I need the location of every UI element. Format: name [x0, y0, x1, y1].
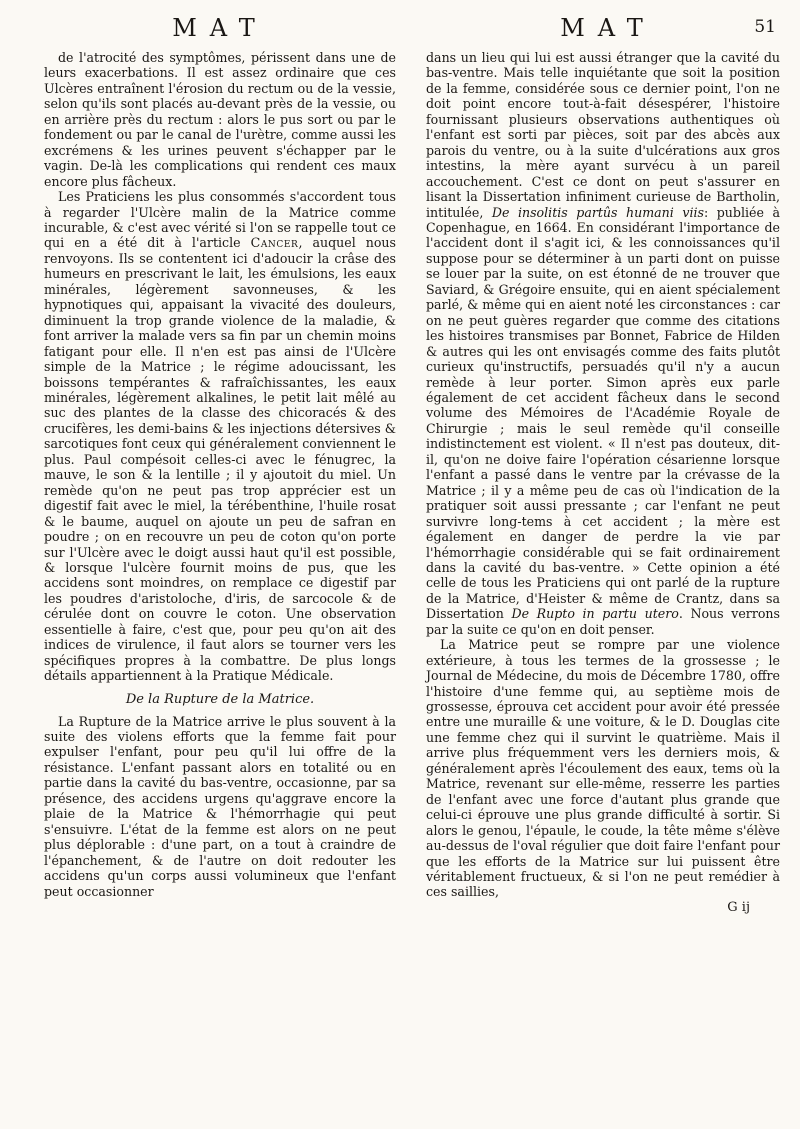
text-run: dans un lieu qui lui est aussi étranger que la cavité du bas-ventre. Mais telle inquiétante que soit la position de la femme, considérée sous ce dernier point, l'on ne doit point encore tout-à-fait désespérer, l'histoire fournissant plusieurs observations authentiques où l'enfant est sorti par pièces, soit par des abcès aux parois du ventre, ou à la suite d'ulcérations aux gros intestins, la mère ayant survécu à un pareil accouchement. C'est ce dont on peut s'assurer en lisant la Dissertation infiniment curieuse de Bartholin, intitulée, — [426, 50, 780, 220]
running-head-left: MAT — [172, 14, 268, 42]
text-run: , auquel nous renvoyons. Ils se contentent ici d'adoucir la crâse des humeurs en prescrivant le lait, les émulsions, les eaux minérales, légèrement savonneuses, & les hypnotiques qui, appaisant la vivacité des douleurs, diminuent la trop grande violence de la maladie, & font arriver la malade vers sa fin par un chemin moins fatigant pour elle. Il n'en est pas ainsi de l'Ulcère simple de la Matrice ; le régime adoucissant, les boissons tempérantes & rafraîchissantes, les eaux minérales, légèrement alkalines, le petit lait mêlé au suc des plantes de la classe des chicoracés & des crucifères, les demi-bains & les injections détersives & sarcotiques font ceux qui généralement conviennent le plus. Paul compésoit celles-ci avec le fénugrec, la mauve, le son & la lentille ; il y ajoutoit du miel. Un remède qu'on ne peut pas trop apprécier est un digestif fait avec le miel, la térébenthine, l'huile rosat & le baume, auquel on ajoute un peu de safran en poudre ; on en recouvre un peu de coton qu'on porte sur l'Ulcère avec le doigt aussi haut qu'il est possible, & lorsque l'ulcère fournit moins de pus, que les accidens sont moindres, on remplace ce digestif par les poudres d'aristoloche, d'iris, de sarcocole & de cérulée dont on couvre le coton. Une observation essentielle à faire, c'est que, pour peu qu'on ait des indices de virulence, il faut alors se tourner vers les spécifiques propres à la combattre. De plus longs détails appartiennent à la Pratique Médicale. — [44, 235, 396, 684]
text-columns — [44, 50, 780, 915]
cross-reference: Cancer — [250, 235, 299, 251]
text-run: Les Praticiens les plus consommés s'accordent tous à regarder l'Ulcère malin de la Matrice comme incurable, & c'est avec vérité si l'on se rappelle tout ce qui en a été dit à l'article — [44, 189, 396, 251]
running-head-right: MAT — [560, 14, 656, 42]
paragraph: de l'atrocité des symptômes, périssent dans une de leurs exacerbations. Il est assez ordinaire que ces Ulcères entraînent l'érosion du rectum ou de la vessie, selon qu'ils sont placés au-devant près de la vessie, ou en arrière près du rectum : alors le pus sort ou par le fondement ou par le canal de l'urètre, comme aussi les excrémens & les urines peuvent s'échapper par le vagin. De-là les complications qui rendent ces maux encore plus fâcheux. — [44, 50, 396, 189]
page-number: 51 — [754, 17, 776, 37]
left-column — [44, 50, 396, 915]
running-header — [44, 14, 780, 50]
text-run: . Nous verrons par la suite ce qu'on en doit penser. — [426, 606, 780, 637]
header-left — [44, 14, 396, 42]
paragraph — [426, 50, 780, 637]
text-run: : publiée à Copenhague, en 1664. En considérant l'importance de l'accident dont il s'agit ici, & les connoissances qu'il suppose pour se déterminer à un parti dont on puisse se louer par la suite, on est étonné de ne trouver que Saviard, & Grégoire ensuite, qui en aient spécialement parlé, & même qui en aient noté les circonstances : car on ne peut guères regarder que comme des citations les histoires transmises par Bonnet, Fabrice de Hilden & autres qui les ont envisagés comme des faits plutôt curieux qu'instructifs, persuadés qu'il n'y a aucun remède à leur porter. Simon après eux parle également de cet accident fâcheux dans le second volume des Mémoires de l'Académie Royale de Chirurgie ; mais le seul remède qu'il conseille indistinctement est violent. « Il n'est pas douteux, dit-il, qu'on ne doive faire l'opération césarienne lorsque l'enfant a passé dans le ventre par la crévasse de la Matrice ; il y a même peu de cas où l'indication de la pratiquer soit aussi pressante ; car l'enfant ne peut survivre long-tems à cet accident ; la mère est également en danger de perdre la vie par l'hémorrhagie considérable qui se fait ordinairement dans la cavité du bas-ventre. » Cette opinion a été celle de tous les Praticiens qui ont parlé de la rupture de la Matrice, d'Heister & même de Crantz, dans sa Dissertation — [426, 204, 780, 622]
section-heading: De la Rupture de la Matrice. — [125, 691, 315, 707]
paragraph: La Matrice peut se rompre par une violence extérieure, à tous les termes de la grossesse ; le Journal de Médecine, du mois de Décembre 1780, offre l'histoire d'une femme qui, au septième mois de grossesse, éprouva cet accident pour avoir été pressée entre une muraille & une voiture, & le D. Douglas cite une femme chez qui il survint le quatrième. Mais il arrive plus fréquemment vers les derniers mois, & généralement après l'écoulement des eaux, tems où la Matrice, revenant sur elle-même, resserre les parties de l'enfant avec une force d'autant plus grande que celui-ci éprouve une plus grande difficulté à sortir. Si alors le genou, l'épaule, le coude, la tête même s'élève au-dessus de l'oval régulier que doit faire l'enfant pour que les efforts de la Matrice sur lui puissent être véritablement fructueux, & si l'on ne peut remédier à ces saillies, — [426, 637, 780, 900]
paragraph: La Rupture de la Matrice arrive le plus souvent à la suite des violens efforts que la femme fait pour expulser l'enfant, pour peu qu'il lui offre de la résistance. L'enfant passant alors en totalité ou en partie dans la cavité du bas-ventre, occasionne, par sa présence, des accidens urgens qu'aggrave encore la plaie de la Matrice & l'hémorrhagie qui peut s'ensuivre. L'état de la femme est alors on ne peut plus déplorable : d'une part, on a tout à craindre de l'épanchement, & de l'autre on doit redouter les accidens qu'un corps aussi volumineux que l'enfant peut occasionner — [44, 713, 396, 899]
signature-mark: G ij — [727, 899, 750, 915]
work-title: De insolitis partûs humani viis — [491, 204, 704, 220]
header-right — [396, 14, 780, 42]
right-column — [426, 50, 780, 915]
work-title: De Rupto in partu utero — [511, 606, 679, 622]
paragraph — [44, 189, 396, 684]
